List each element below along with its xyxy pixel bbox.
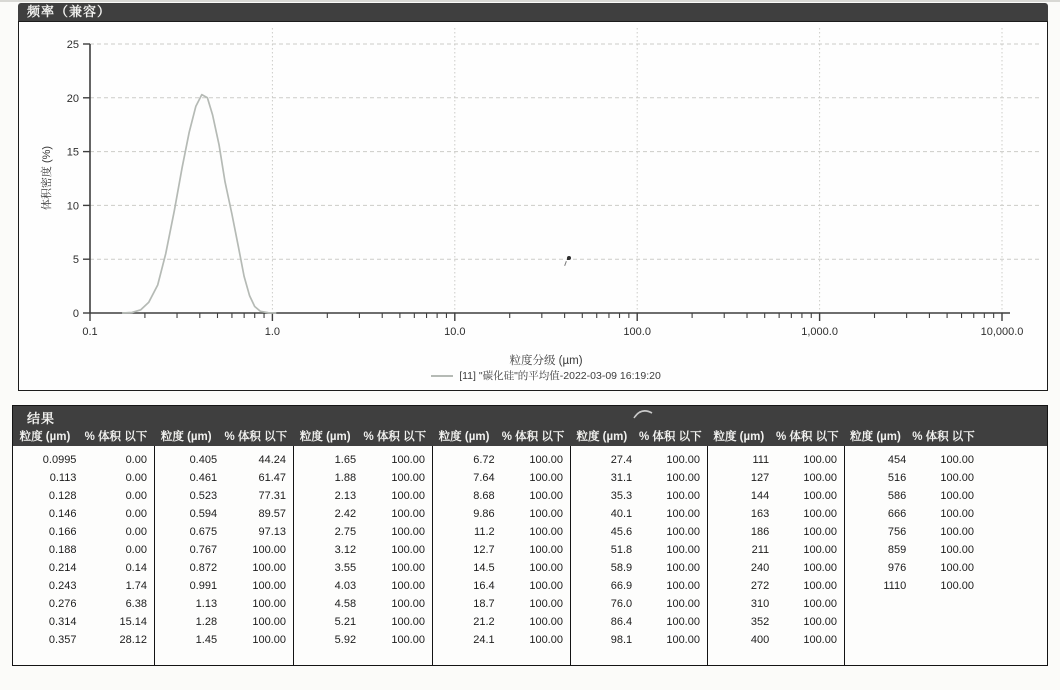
size-value: 0.113	[49, 472, 77, 484]
results-header-bar	[13, 406, 1047, 446]
results-table-body	[13, 446, 1047, 665]
table-row	[294, 559, 432, 577]
volume-pct-value: 100.00	[666, 598, 700, 610]
size-value: 21.2	[473, 616, 495, 628]
y-tick-label: 10	[66, 200, 79, 213]
size-value: 1110	[883, 580, 907, 592]
size-value: 27.4	[610, 454, 633, 466]
table-row	[294, 631, 432, 649]
table-row	[433, 469, 570, 487]
size-value: 24.1	[473, 634, 495, 646]
volume-pct-value: 100.00	[391, 616, 425, 628]
legend-line-sample-icon	[431, 375, 453, 377]
table-row	[708, 577, 844, 595]
volume-pct-value: 100.00	[529, 472, 563, 484]
volume-pct-value: 15.14	[119, 616, 147, 628]
size-value: 0.214	[48, 562, 77, 574]
size-value: 756	[887, 526, 907, 538]
volume-pct-value: 77.31	[258, 490, 286, 502]
size-value: 3.55	[334, 562, 357, 574]
table-row	[845, 523, 981, 541]
volume-pct-value: 100.00	[391, 562, 425, 574]
volume-pct-value: 100.00	[252, 544, 286, 556]
table-row	[294, 487, 432, 505]
volume-pct-value: 100.00	[391, 544, 425, 556]
volume-pct-value: 100.00	[666, 562, 700, 574]
volume-pct-value: 100.00	[940, 544, 974, 556]
volume-pct-value: 100.00	[529, 490, 563, 502]
size-value: 76.0	[610, 598, 633, 610]
chart-legend	[90, 368, 1002, 383]
volume-pct-value: 6.38	[125, 598, 147, 610]
volume-pct-value: 100.00	[803, 544, 837, 556]
volume-pct-value: 100.00	[252, 616, 286, 628]
volume-pct-value: 0.14	[125, 562, 147, 574]
volume-pct-value: 100.00	[803, 634, 837, 646]
size-column-header: 粒度 (µm)	[299, 431, 351, 443]
volume-pct-value: 100.00	[803, 598, 837, 610]
table-row	[294, 505, 432, 523]
size-value: 2.42	[334, 508, 357, 520]
table-row	[155, 505, 293, 523]
table-row	[13, 451, 154, 469]
column-group-header	[571, 428, 708, 444]
page-top-edge	[0, 0, 1060, 2]
y-axis-ticks	[67, 39, 90, 320]
table-row	[433, 541, 570, 559]
size-value: 45.6	[610, 526, 633, 538]
table-row	[845, 469, 981, 487]
size-value: 0.357	[48, 634, 77, 646]
volume-pct-value: 0.00	[125, 454, 147, 466]
y-tick-label: 20	[66, 92, 79, 105]
x-tick-label: 1,000.0	[801, 326, 838, 338]
volume-pct-value: 100.00	[940, 508, 974, 520]
volume-pct-value: 100.00	[666, 454, 700, 466]
volume-pct-value: 100.00	[803, 490, 837, 502]
table-row	[13, 613, 154, 631]
volume-pct-value: 100.00	[803, 526, 837, 538]
table-column-group	[571, 446, 708, 665]
frequency-distribution-chart	[19, 22, 1046, 389]
y-tick-label: 0	[72, 308, 79, 320]
table-row	[155, 631, 293, 649]
size-value: 454	[887, 454, 907, 466]
table-column-group	[845, 446, 1049, 665]
x-tick-label: 0.1	[82, 326, 98, 338]
volume-pct-value: 100.00	[666, 544, 700, 556]
volume-pct-value: 100.00	[940, 526, 974, 538]
table-row	[845, 487, 981, 505]
chart-title: 频率（兼容）	[27, 4, 112, 19]
volume-pct-value: 100.00	[252, 634, 286, 646]
volume-pct-column-header: % 体积 以下	[224, 431, 288, 443]
volume-pct-value: 100.00	[803, 472, 837, 484]
table-row	[294, 595, 432, 613]
size-value: 127	[750, 472, 770, 484]
volume-pct-value: 0.00	[125, 508, 147, 520]
table-row	[708, 559, 844, 577]
table-row	[845, 541, 981, 559]
size-column-header: 粒度 (µm)	[713, 431, 765, 443]
table-row	[155, 613, 293, 631]
table-row	[708, 469, 844, 487]
table-column-group	[708, 446, 845, 665]
table-row	[13, 541, 154, 559]
table-row	[571, 595, 707, 613]
size-value: 8.68	[473, 490, 495, 502]
column-headers-row	[13, 428, 1047, 444]
table-column-group	[13, 446, 155, 665]
table-row	[433, 613, 570, 631]
volume-pct-value: 44.24	[258, 454, 286, 466]
size-value: 2.75	[334, 526, 357, 538]
table-row	[433, 595, 570, 613]
table-row	[433, 451, 570, 469]
table-row	[845, 559, 981, 577]
volume-pct-value: 100.00	[803, 562, 837, 574]
volume-pct-value: 100.00	[666, 634, 700, 646]
volume-pct-value: 100.00	[529, 508, 563, 520]
axes	[90, 44, 1010, 313]
volume-pct-value: 100.00	[391, 454, 425, 466]
volume-pct-value: 100.00	[529, 526, 563, 538]
size-value: 86.4	[610, 616, 633, 628]
table-row	[294, 577, 432, 595]
chart-frame	[18, 21, 1048, 391]
table-row	[708, 595, 844, 613]
volume-pct-value: 0.00	[125, 490, 147, 502]
size-value: 3.12	[334, 544, 357, 556]
volume-pct-value: 100.00	[803, 508, 837, 520]
gridlines	[90, 28, 1042, 313]
column-group-header	[155, 428, 294, 444]
size-value: 1.88	[334, 472, 357, 484]
table-row	[571, 505, 707, 523]
table-row	[13, 523, 154, 541]
table-row	[13, 505, 154, 523]
volume-pct-value: 100.00	[252, 580, 286, 592]
x-tick-label: 10,000.0	[980, 326, 1024, 338]
table-row	[294, 451, 432, 469]
size-value: 5.92	[334, 634, 357, 646]
size-value: 0.128	[48, 490, 77, 502]
table-row	[155, 559, 293, 577]
table-row	[294, 613, 432, 631]
volume-pct-value: 100.00	[252, 562, 286, 574]
size-value: 35.3	[610, 490, 633, 502]
volume-pct-value: 100.00	[391, 598, 425, 610]
size-value: 11.2	[474, 526, 495, 538]
size-value: 0.243	[48, 580, 77, 592]
volume-pct-value: 100.00	[529, 562, 563, 574]
table-row	[708, 523, 844, 541]
volume-pct-column-header: % 体积 以下	[363, 431, 427, 443]
size-value: 976	[887, 562, 907, 574]
size-value: 40.1	[610, 508, 633, 520]
frequency-curve	[122, 95, 276, 313]
table-row	[708, 505, 844, 523]
size-value: 144	[750, 490, 770, 502]
volume-pct-value: 28.12	[119, 634, 147, 646]
volume-pct-column-header: % 体积 以下	[84, 431, 148, 443]
volume-pct-value: 100.00	[529, 580, 563, 592]
table-row	[708, 613, 844, 631]
size-value: 0.523	[189, 490, 218, 502]
table-row	[13, 595, 154, 613]
table-row	[845, 451, 981, 469]
table-row	[13, 469, 154, 487]
table-row	[13, 487, 154, 505]
table-row	[294, 541, 432, 559]
table-column-group	[294, 446, 433, 665]
y-tick-label: 15	[66, 146, 79, 159]
table-column-group	[433, 446, 571, 665]
legend-label: [11] "碳化硅"的平均值-2022-03-09 16:19:20	[459, 370, 661, 382]
table-row	[155, 469, 293, 487]
size-column-header: 粒度 (µm)	[576, 431, 628, 443]
x-tick-label: 10.0	[444, 326, 466, 338]
column-group-header	[433, 428, 571, 444]
volume-pct-value: 100.00	[391, 490, 425, 502]
size-value: 666	[887, 508, 907, 520]
volume-pct-value: 100.00	[391, 472, 425, 484]
volume-pct-value: 89.57	[258, 508, 286, 520]
size-value: 0.991	[189, 580, 218, 592]
size-value: 400	[750, 634, 770, 646]
column-group-header	[13, 428, 155, 444]
size-value: 1.65	[334, 454, 357, 466]
size-value: 516	[887, 472, 907, 484]
scan-artifact-speck	[567, 256, 571, 260]
size-value: 0.594	[189, 508, 218, 520]
size-value: 0.276	[48, 598, 77, 610]
table-row	[571, 541, 707, 559]
y-axis-title: 体积密度 (%)	[41, 145, 53, 211]
size-value: 5.21	[334, 616, 357, 628]
volume-pct-value: 100.00	[803, 454, 837, 466]
volume-pct-value: 100.00	[252, 598, 286, 610]
table-row	[571, 451, 707, 469]
size-value: 859	[887, 544, 907, 556]
size-value: 12.7	[473, 544, 495, 556]
size-value: 2.13	[334, 490, 357, 502]
size-value: 18.7	[473, 598, 495, 610]
table-row	[433, 523, 570, 541]
size-value: 9.86	[473, 508, 495, 520]
size-value: 6.72	[473, 454, 495, 466]
volume-pct-value: 100.00	[666, 616, 700, 628]
volume-pct-value: 97.13	[258, 526, 286, 538]
volume-pct-value: 100.00	[391, 526, 425, 538]
size-value: 0.146	[48, 508, 77, 520]
volume-pct-value: 100.00	[940, 580, 974, 592]
table-row	[571, 487, 707, 505]
table-row	[13, 559, 154, 577]
size-value: 4.03	[334, 580, 357, 592]
table-row	[571, 559, 707, 577]
volume-pct-value: 100.00	[940, 562, 974, 574]
table-row	[433, 505, 570, 523]
volume-pct-value: 61.47	[258, 472, 286, 484]
size-value: 310	[750, 598, 770, 610]
size-value: 586	[887, 490, 907, 502]
volume-pct-value: 100.00	[391, 634, 425, 646]
size-value: 1.28	[195, 616, 218, 628]
size-value: 51.8	[610, 544, 633, 556]
volume-pct-value: 100.00	[529, 634, 563, 646]
volume-pct-value: 0.00	[125, 472, 147, 484]
size-value: 58.9	[610, 562, 633, 574]
column-group-header	[708, 428, 845, 444]
table-row	[294, 469, 432, 487]
size-value: 7.64	[473, 472, 495, 484]
size-column-header: 粒度 (µm)	[438, 431, 490, 443]
volume-pct-value: 0.00	[125, 526, 147, 538]
size-value: 186	[750, 526, 770, 538]
volume-pct-value: 100.00	[529, 598, 563, 610]
table-row	[155, 523, 293, 541]
table-row	[433, 487, 570, 505]
y-tick-label: 5	[72, 254, 79, 267]
table-row	[294, 523, 432, 541]
size-value: 0.767	[189, 544, 218, 556]
volume-pct-value: 100.00	[666, 490, 700, 502]
table-row	[13, 631, 154, 649]
volume-pct-value: 100.00	[391, 508, 425, 520]
table-row	[571, 577, 707, 595]
size-column-header: 粒度 (µm)	[160, 431, 212, 443]
size-value: 352	[750, 616, 770, 628]
table-row	[845, 577, 981, 595]
x-tick-label: 1.0	[264, 326, 281, 338]
table-row	[155, 487, 293, 505]
table-row	[571, 631, 707, 649]
size-value: 1.13	[195, 598, 218, 610]
volume-pct-value: 100.00	[666, 580, 700, 592]
volume-pct-value: 100.00	[803, 616, 837, 628]
volume-pct-value: 100.00	[803, 580, 837, 592]
size-value: 0.314	[48, 616, 77, 628]
size-value: 14.5	[473, 562, 495, 574]
volume-pct-value: 100.00	[529, 616, 563, 628]
results-title: 结果	[27, 411, 56, 426]
table-row	[155, 451, 293, 469]
results-table-panel	[12, 405, 1048, 666]
column-group-header	[294, 428, 433, 444]
size-value: 0.872	[189, 562, 218, 574]
table-row	[571, 523, 707, 541]
size-value: 163	[750, 508, 770, 520]
x-axis-title: 粒度分级 (µm)	[509, 355, 583, 367]
volume-pct-value: 0.00	[125, 544, 147, 556]
size-value: 111	[752, 454, 770, 466]
size-value: 0.675	[189, 526, 218, 538]
size-value: 272	[750, 580, 770, 592]
table-row	[433, 577, 570, 595]
table-row	[708, 631, 844, 649]
table-row	[571, 469, 707, 487]
size-value: 1.45	[195, 634, 218, 646]
y-tick-label: 25	[66, 39, 79, 51]
table-row	[571, 613, 707, 631]
size-value: 0.405	[189, 454, 218, 466]
table-row	[708, 541, 844, 559]
size-value: 211	[751, 544, 770, 556]
size-column-header: 粒度 (µm)	[850, 431, 901, 443]
volume-pct-value: 100.00	[666, 508, 700, 520]
table-row	[13, 577, 154, 595]
table-row	[155, 577, 293, 595]
volume-pct-column-header: % 体积 以下	[912, 431, 975, 443]
volume-pct-value: 100.00	[940, 454, 974, 466]
size-value: 16.4	[473, 580, 495, 592]
size-value: 0.166	[48, 526, 77, 538]
table-row	[155, 541, 293, 559]
column-group-header	[845, 428, 1049, 444]
chart-title-bar	[18, 3, 1048, 21]
volume-pct-value: 100.00	[529, 544, 563, 556]
scan-artifact-squiggle	[633, 408, 655, 420]
volume-pct-value: 1.74	[125, 580, 147, 592]
table-column-group	[155, 446, 294, 665]
size-value: 31.1	[610, 472, 633, 484]
table-row	[708, 487, 844, 505]
volume-pct-column-header: % 体积 以下	[501, 431, 565, 443]
size-value: 240	[750, 562, 770, 574]
x-axis-ticks	[82, 313, 1023, 338]
volume-pct-value: 100.00	[940, 472, 974, 484]
size-value: 0.461	[189, 472, 218, 484]
table-row	[155, 595, 293, 613]
volume-pct-value: 100.00	[666, 526, 700, 538]
size-value: 4.58	[334, 598, 357, 610]
volume-pct-column-header: % 体积 以下	[776, 431, 839, 443]
volume-pct-value: 100.00	[529, 454, 563, 466]
x-tick-label: 100.0	[623, 326, 651, 338]
volume-pct-value: 100.00	[391, 580, 425, 592]
table-row	[433, 631, 570, 649]
table-row	[845, 505, 981, 523]
size-value: 0.0995	[42, 454, 77, 466]
table-row	[433, 559, 570, 577]
size-column-header: 粒度 (µm)	[19, 431, 71, 443]
table-row	[708, 451, 844, 469]
volume-pct-value: 100.00	[666, 472, 700, 484]
volume-pct-value: 100.00	[940, 490, 974, 502]
size-value: 98.1	[610, 634, 633, 646]
volume-pct-column-header: % 体积 以下	[639, 431, 702, 443]
size-value: 66.9	[610, 580, 633, 592]
size-value: 0.188	[48, 544, 77, 556]
